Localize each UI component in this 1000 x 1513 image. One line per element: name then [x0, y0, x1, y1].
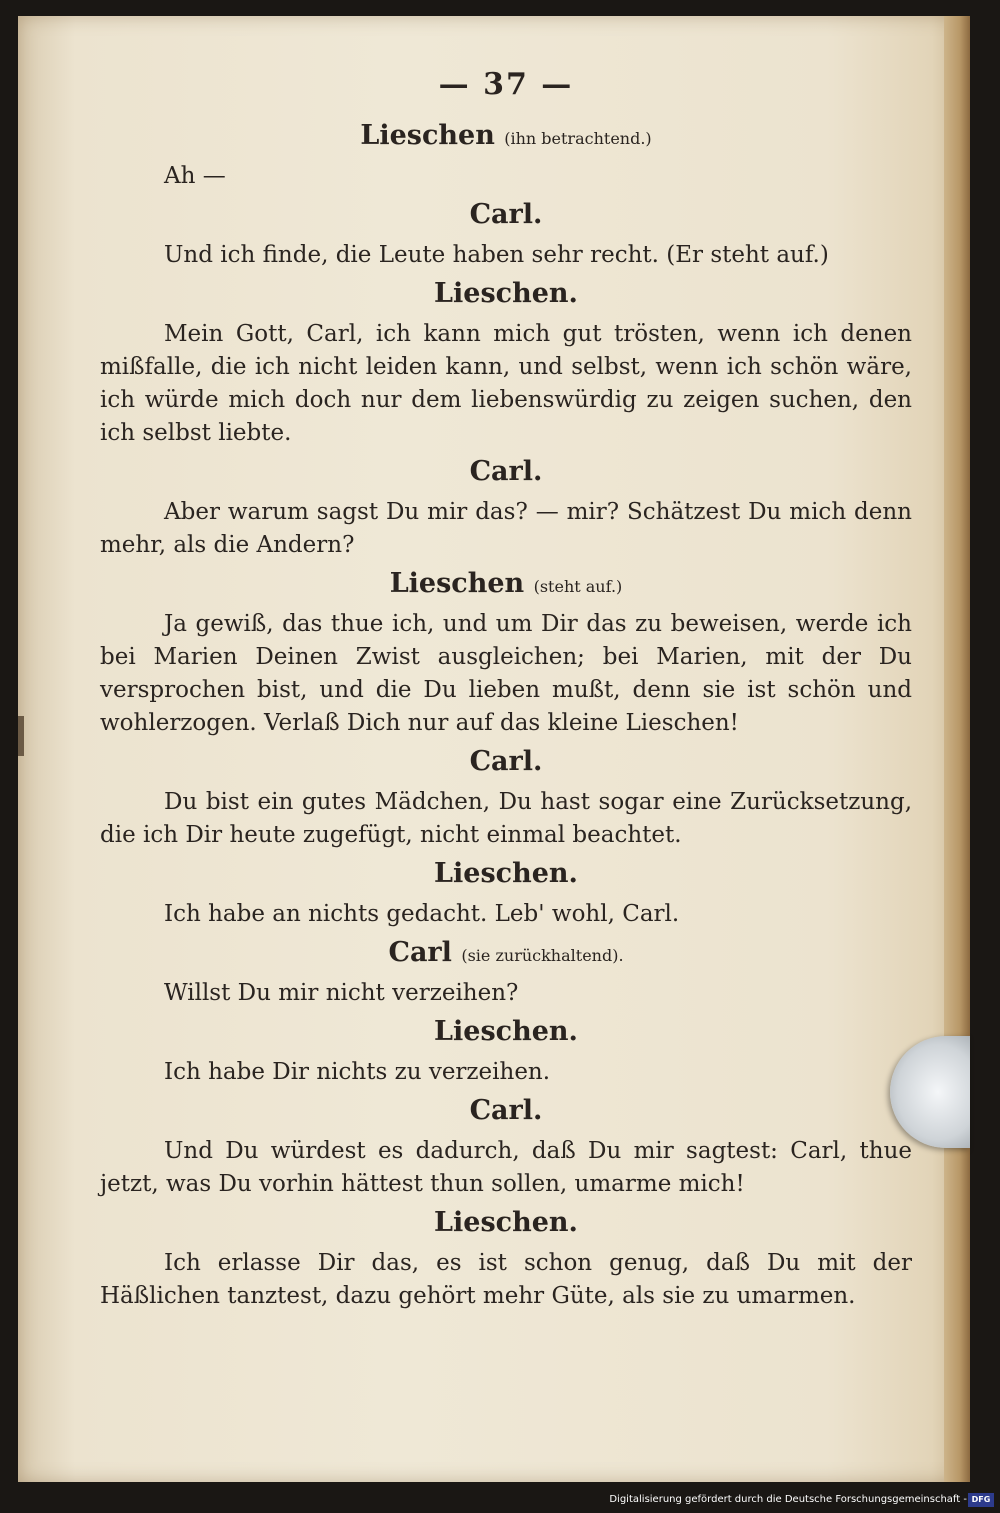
book-page [18, 16, 970, 1482]
speaker-name: Lieschen. [434, 278, 578, 309]
speaker-line [100, 455, 912, 491]
speaker-name: Carl [388, 937, 452, 968]
speaker-line [100, 745, 912, 781]
dfg-logo: DFG [968, 1493, 994, 1507]
speech-text: Und ich finde, die Leute haben sehr recht. (Er steht auf.) [164, 242, 829, 268]
speaker-line [100, 119, 912, 155]
speaker-name: Carl. [469, 456, 543, 487]
speech-text: Aber warum sagst Du mir das? — mir? Schätzest Du mich denn mehr, als die Andern? [100, 499, 912, 558]
page-edge [944, 16, 970, 1482]
speaker-line [100, 198, 912, 234]
page-number: — 37 — [438, 67, 574, 102]
speech-text: Ah — [164, 163, 226, 189]
speech-text: Ja gewiß, das thue ich, und um Dir das zu beweisen, werde ich bei Marien Deinen Zwist ausgleichen; bei Marien, mit der Du versprochen bist, und die Du lieben mußt, denn sie ist schön und wohlerzogen. Verlaß Dich nur auf das kleine Lieschen! [100, 611, 912, 736]
speaker-name: Lieschen [389, 568, 525, 599]
speaker-name: Lieschen. [434, 858, 578, 889]
speaker-line [100, 567, 912, 603]
speaker-name: Lieschen. [434, 1207, 578, 1238]
speech-text: Mein Gott, Carl, ich kann mich gut trösten, wenn ich denen mißfalle, die ich nicht leiden kann, und selbst, wenn ich schön wäre, ich würde mich doch nur dem liebenswürdig zu zeigen suchen, den ich selbst liebte. [100, 321, 912, 446]
speaker-name: Carl. [469, 746, 543, 777]
speech-text: Und Du würdest es dadurch, daß Du mir sagtest: Carl, thue jetzt, was Du vorhin hättest thun sollen, umarme mich! [100, 1138, 912, 1197]
speech-text: Willst Du mir nicht verzeihen? [164, 980, 519, 1006]
digitization-credit: Digitalisierung gefördert durch die Deutsche Forschungsgemeinschaft - [609, 1494, 967, 1505]
speech-text: Ich habe an nichts gedacht. Leb' wohl, Carl. [164, 901, 680, 927]
speaker-line [100, 1206, 912, 1242]
speaker-line [100, 277, 912, 313]
speech-text: Ich habe Dir nichts zu verzeihen. [164, 1059, 551, 1085]
speaker-name: Lieschen [360, 120, 495, 151]
speaker-line [100, 936, 912, 972]
gutter-mark [18, 716, 24, 756]
page-text [100, 68, 912, 1313]
speech-text: Du bist ein gutes Mädchen, Du hast sogar eine Zurücksetzung, die ich Dir heute zugefügt, nicht einmal beachtet. [100, 789, 912, 848]
speaker-line [100, 857, 912, 893]
speaker-name: Lieschen. [434, 1016, 578, 1047]
speaker-line [100, 1015, 912, 1051]
speaker-line [100, 1094, 912, 1130]
stage-direction: (sie zurückhaltend). [461, 946, 624, 965]
stage-direction: (ihn betrachtend.) [504, 129, 652, 148]
speaker-name: Carl. [469, 199, 543, 230]
stage-direction: (steht auf.) [533, 577, 623, 596]
speaker-name: Carl. [469, 1095, 543, 1126]
speech-text: Ich erlasse Dir das, es ist schon genug, daß Du mit der Häßlichen tanztest, dazu gehört mehr Güte, als sie zu umarmen. [100, 1250, 912, 1309]
